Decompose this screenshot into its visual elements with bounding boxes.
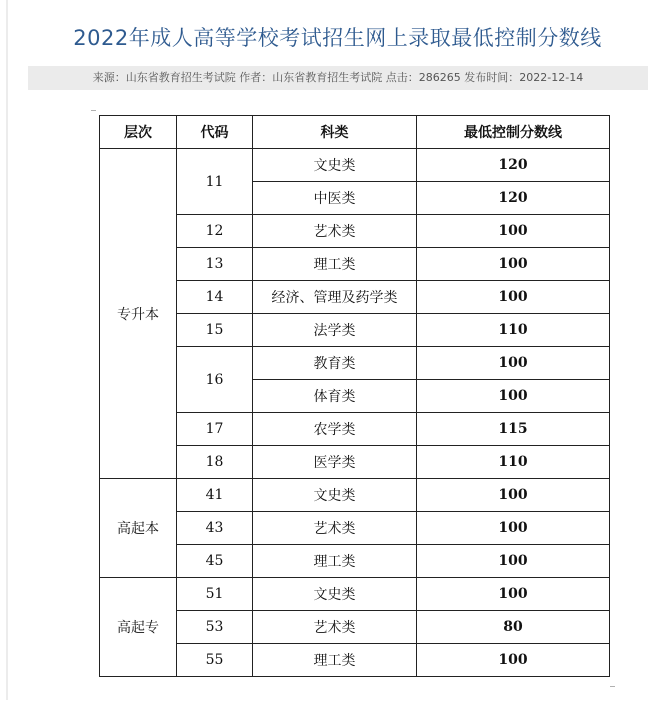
code-cell: 18: [177, 446, 253, 479]
score-cell: 100: [417, 215, 610, 248]
category-cell: 文史类: [253, 149, 417, 182]
code-cell: 17: [177, 413, 253, 446]
code-cell: 45: [177, 545, 253, 578]
score-cell: 110: [417, 314, 610, 347]
category-cell: 艺术类: [253, 611, 417, 644]
score-cell: 100: [417, 380, 610, 413]
category-cell: 理工类: [253, 248, 417, 281]
score-table: [99, 115, 610, 677]
table-row: [100, 479, 610, 512]
code-cell: 11: [177, 149, 253, 215]
category-cell: 艺术类: [253, 215, 417, 248]
category-cell: 中医类: [253, 182, 417, 215]
score-cell: 100: [417, 479, 610, 512]
table-row: [100, 149, 610, 182]
header-code: 代码: [177, 116, 253, 149]
code-cell: 43: [177, 512, 253, 545]
score-cell: 115: [417, 413, 610, 446]
score-cell: 100: [417, 644, 610, 677]
score-cell: 100: [417, 512, 610, 545]
category-cell: 法学类: [253, 314, 417, 347]
level-cell: 专升本: [100, 149, 177, 479]
category-cell: 理工类: [253, 545, 417, 578]
level-cell: 高起本: [100, 479, 177, 578]
table-row: [100, 314, 610, 347]
category-cell: 文史类: [253, 479, 417, 512]
left-border: [6, 0, 8, 700]
score-cell: 120: [417, 149, 610, 182]
score-cell: 110: [417, 446, 610, 479]
score-cell: 80: [417, 611, 610, 644]
table-body: [100, 149, 610, 677]
category-cell: 教育类: [253, 347, 417, 380]
code-cell: 15: [177, 314, 253, 347]
table-row: [100, 446, 610, 479]
table-row: [100, 215, 610, 248]
code-cell: 16: [177, 347, 253, 413]
table-row: [100, 611, 610, 644]
level-cell: 高起专: [100, 578, 177, 677]
table-row: [100, 512, 610, 545]
score-cell: 120: [417, 182, 610, 215]
category-cell: 艺术类: [253, 512, 417, 545]
table-row: [100, 281, 610, 314]
table-row: [100, 248, 610, 281]
score-cell: 100: [417, 545, 610, 578]
table-row: [100, 644, 610, 677]
header-level: 层次: [100, 116, 177, 149]
code-cell: 14: [177, 281, 253, 314]
score-cell: 100: [417, 281, 610, 314]
corner-mark: [610, 686, 615, 687]
code-cell: 55: [177, 644, 253, 677]
page-title: 2022年成人高等学校考试招生网上录取最低控制分数线: [73, 26, 602, 50]
header-category: 科类: [253, 116, 417, 149]
article-meta: 来源：山东省教育招生考试院 作者：山东省教育招生考试院 点击：286265 发布时间：2022-12-14: [28, 66, 648, 90]
table-row: [100, 578, 610, 611]
code-cell: 41: [177, 479, 253, 512]
code-cell: 51: [177, 578, 253, 611]
category-cell: 农学类: [253, 413, 417, 446]
category-cell: 文史类: [253, 578, 417, 611]
code-cell: 53: [177, 611, 253, 644]
code-cell: 13: [177, 248, 253, 281]
score-cell: 100: [417, 347, 610, 380]
table-header-row: [100, 116, 610, 149]
score-cell: 100: [417, 578, 610, 611]
category-cell: 经济、管理及药学类: [253, 281, 417, 314]
header-min-score: 最低控制分数线: [417, 116, 610, 149]
table-row: [100, 413, 610, 446]
table-row: [100, 545, 610, 578]
table-row: [100, 347, 610, 380]
code-cell: 12: [177, 215, 253, 248]
score-cell: 100: [417, 248, 610, 281]
corner-mark: [91, 110, 96, 111]
category-cell: 理工类: [253, 644, 417, 677]
category-cell: 体育类: [253, 380, 417, 413]
category-cell: 医学类: [253, 446, 417, 479]
